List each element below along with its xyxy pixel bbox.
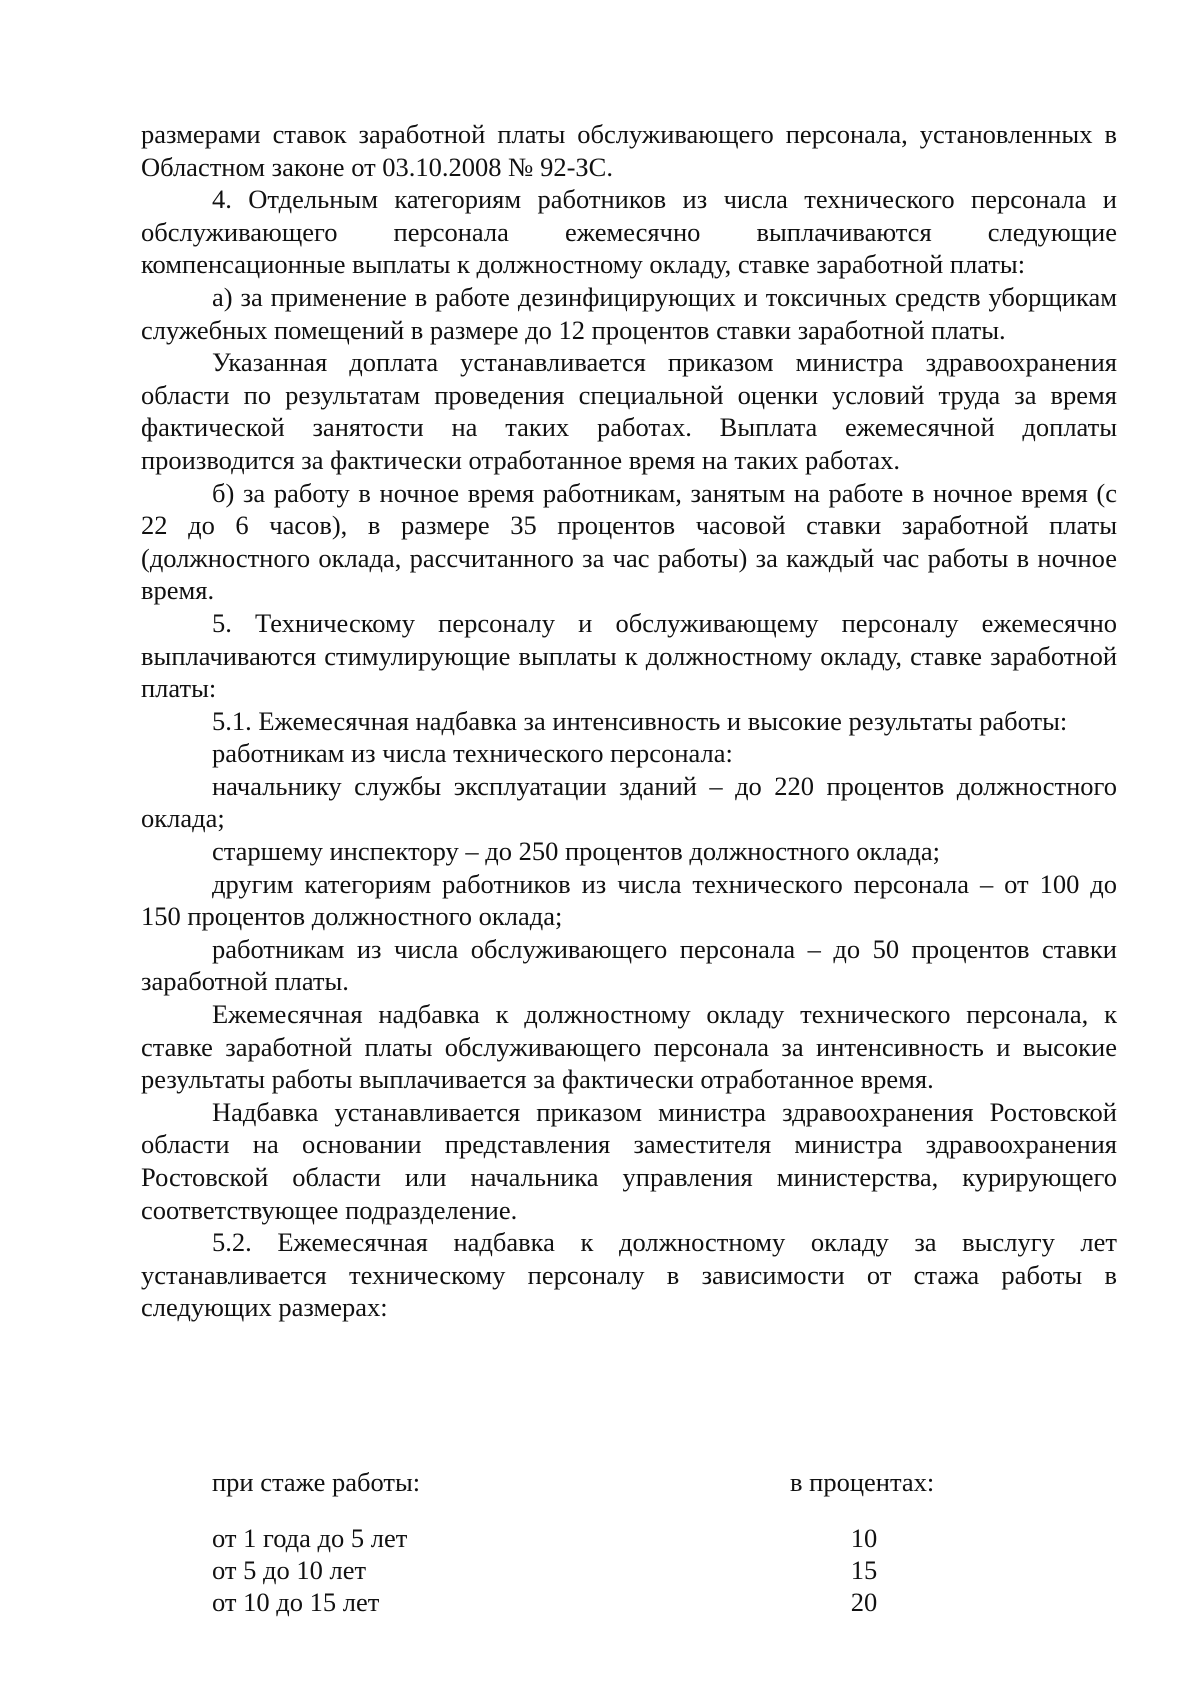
paragraph-senior-inspector: старшему инспектору – до 250 процентов должностного оклада; <box>212 836 940 867</box>
paragraph-allowance-order: Надбавка устанавливается приказом министра здравоохранения Ростовской области на основании представления заместителя министра здравоохранения Ростовской области или начальника управления министерства, курирующего соответствующее подразделение. <box>141 1096 1117 1225</box>
paragraph-item-4a: а) за применение в работе дезинфицирующих и токсичных средств уборщикам служебных помещений в размере до 12 процентов ставки заработной платы. <box>141 281 1117 345</box>
table-row <box>212 1555 972 1587</box>
paragraph-item-4: 4. Отдельным категориям работников из числа технического персонала и обслуживающего персонала ежемесячно выплачиваются следующие компенсационные выплаты к должностному окладу, ставке заработной платы: <box>141 184 1117 280</box>
seniority-table <box>212 1467 972 1619</box>
paragraph-item-4b: б) за работу в ночное время работникам, занятым на работе в ночное время (с 22 до 6 часов), в размере 35 процентов часовой ставки заработной платы (должностного оклада, рассчитанного за час работы) за каждый час работы в ночное время. <box>141 477 1117 606</box>
header-percent: в процентах: <box>790 1467 935 1497</box>
document-body <box>141 118 1117 1324</box>
row-percent: 10 <box>850 1523 878 1553</box>
paragraph-monthly-allowance: Ежемесячная надбавка к должностному окладу технического персонала, к ставке заработной платы обслуживающего персонала за интенсивность и высокие результаты работы выплачивается за фактически отработанное время. <box>141 999 1117 1095</box>
header-experience: при стаже работы: <box>212 1467 421 1497</box>
paragraph-continuation: размерами ставок заработной платы обслуживающего персонала, установленных в Областном законе от 03.10.2008 № 92-ЗС. <box>141 119 1117 182</box>
paragraph-surcharge-note: Указанная доплата устанавливается приказом министра здравоохранения области по результатам проведения специальной оценки условий труда за время фактической занятости на таких работах. Выплата ежемесячной доплаты производится за фактически отработанное время на таких работах. <box>141 347 1117 475</box>
seniority-table-header <box>212 1467 972 1499</box>
table-row <box>212 1523 972 1555</box>
paragraph-other-categories: другим категориям работников из числа технического персонала – от 100 до 150 процентов должностного оклада; <box>141 868 1117 932</box>
row-period: от 10 до 15 лет <box>212 1587 380 1617</box>
row-period: от 1 года до 5 лет <box>212 1523 408 1553</box>
row-percent: 15 <box>850 1555 878 1585</box>
paragraph-service-staff: работникам из числа обслуживающего персонала – до 50 процентов ставки заработной платы. <box>141 933 1117 997</box>
paragraph-head-of-service: начальнику службы эксплуатации зданий – до 220 процентов должностного оклада; <box>141 770 1117 834</box>
paragraph-item-5-2: 5.2. Ежемесячная надбавка к должностному окладу за выслугу лет устанавливается техническому персоналу в зависимости от стажа работы в следующих размерах: <box>141 1227 1117 1323</box>
paragraph-technical-staff: работникам из числа технического персонала: <box>212 738 733 769</box>
seniority-table-rows <box>212 1523 972 1619</box>
paragraph-item-5-1: 5.1. Ежемесячная надбавка за интенсивность и высокие результаты работы: <box>212 705 1068 736</box>
row-period: от 5 до 10 лет <box>212 1555 367 1585</box>
row-percent: 20 <box>850 1587 878 1617</box>
paragraph-item-5: 5. Техническому персоналу и обслуживающему персоналу ежемесячно выплачиваются стимулирующие выплаты к должностному окладу, ставке заработной платы: <box>141 607 1117 704</box>
table-row <box>212 1587 972 1619</box>
